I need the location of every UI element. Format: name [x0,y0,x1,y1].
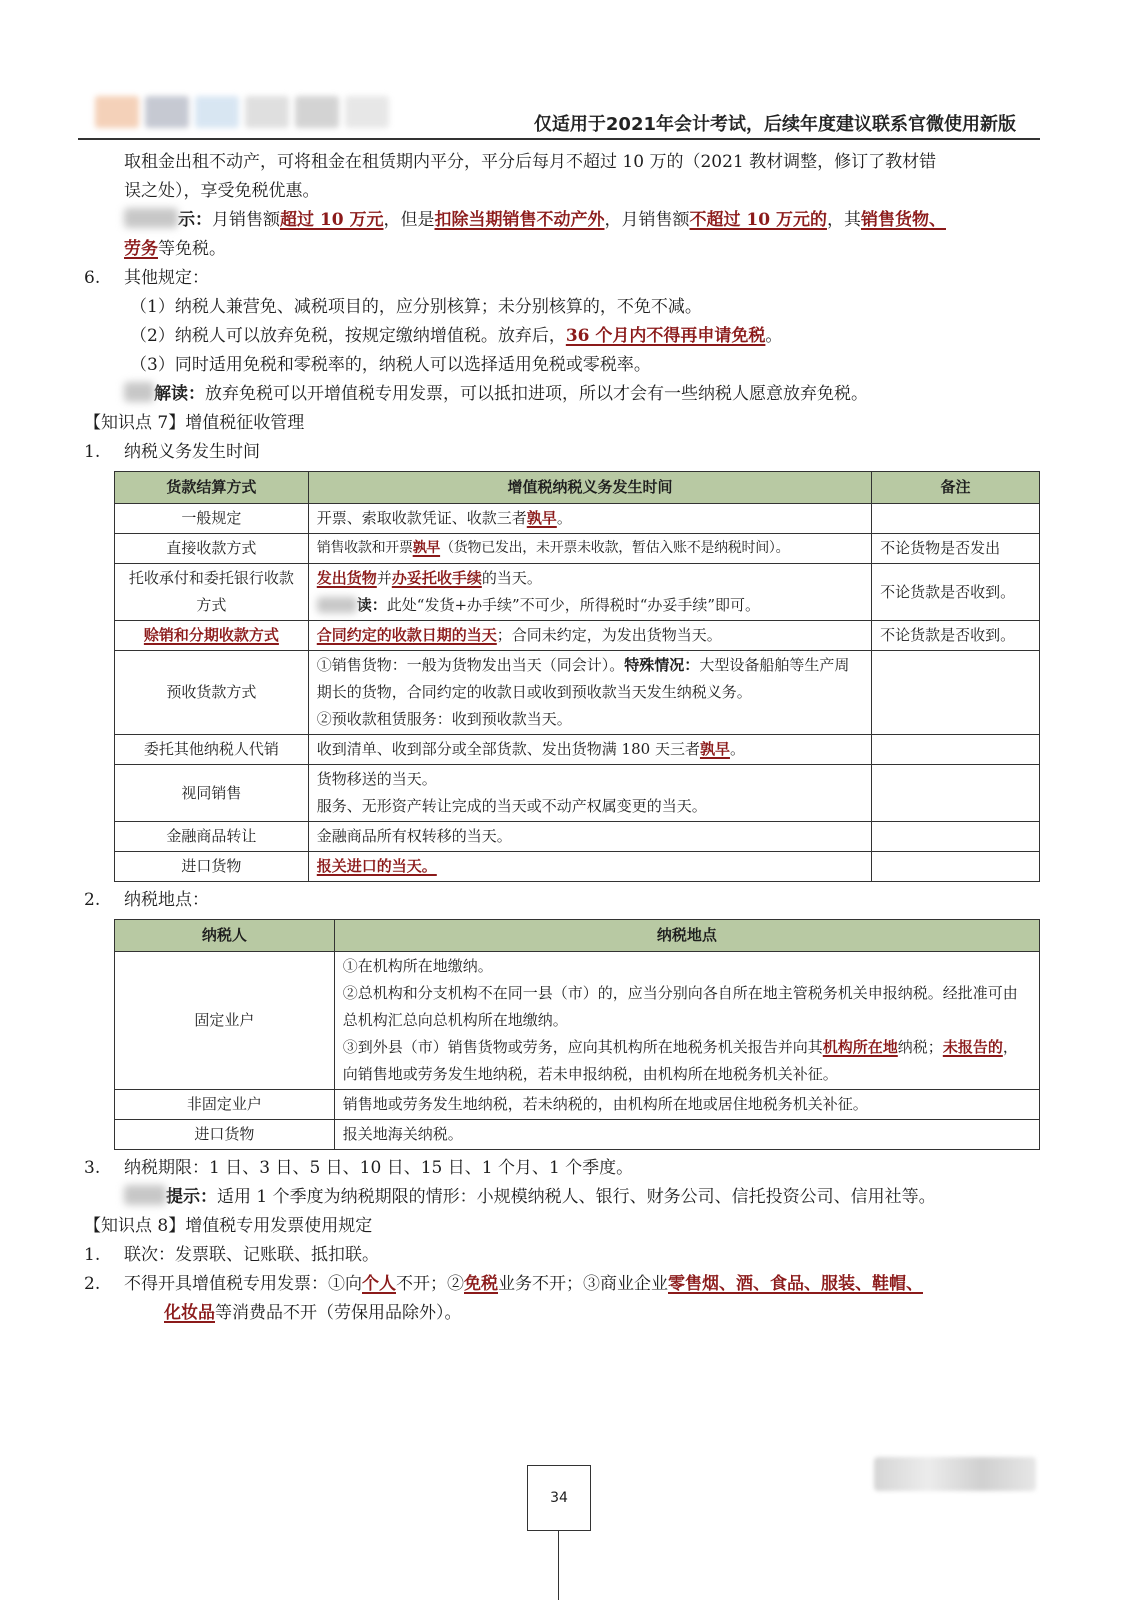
table-row: 赊销和分期收款方式 合同约定的收款日期的当天；合同未约定，为发出货物当天。 不论货款是否收到。 [115,621,1040,651]
table-header-row: 纳税人 纳税地点 [115,920,1040,952]
kp8-item-1: 1. 联次：发票联、记账联、抵扣联。 [84,1245,379,1265]
table-row: 进口货物 报关地海关纳税。 [115,1120,1040,1150]
tax-location-table [114,919,1040,1150]
table-row: 金融商品转让 金融商品所有权转移的当天。 [115,822,1040,852]
blurred-label [124,208,178,228]
blurred-logo [95,96,425,132]
table-row: 进口货物 报关进口的当天。 [115,852,1040,882]
paragraph-rent: 取租金出租不动产，可将租金在租赁期内平分，平分后每月不超过 10 万的（2021 教材调整，修订了教材错 误之处），享受免税优惠。 [124,152,937,201]
blurred-footer-mark [874,1457,1036,1491]
header-title: 仅适用于2021年会计考试，后续年度建议联系官微使用新版 [533,114,1016,135]
kp8-title: 【知识点 8】增值税专用发票使用规定 [84,1216,373,1236]
tip-monthly-sales: 示：月销售额超过 10 万元，但是扣除当期销售不动产外，月销售额不超过 10 万元的，其销售货物、 劳务等免税。 [124,210,946,259]
kp7-tip: 提示：适用 1 个季度为纳税期限的情形：小规模纳税人、银行、财务公司、信托投资公司、信用社等。 [84,1183,1044,1212]
item-6-title: 6. 其他规定： [84,268,209,288]
kp7-section-1-title: 1. 纳税义务发生时间 [84,442,260,462]
item-6-rule-3: （3）同时适用免税和零税率的，纳税人可以选择适用免税或零税率。 [130,355,651,375]
kp7-section-2-title: 2. 纳税地点： [84,890,209,910]
page-number: 34 [527,1465,591,1531]
kp8-item-2: 2. 不得开具增值税专用发票：①向个人不开；②免税业务不开；③商业企业零售烟、酒、食品、服装、鞋帽、 化妆品等消费品不开（劳保用品除外）。 [84,1274,923,1323]
item-6-rule-1: （1）纳税人兼营免、减税项目的，应分别核算；未分别核算的，不免不减。 [130,297,702,317]
table-row: 非固定业户 销售地或劳务发生地纳税，若未纳税的，由机构所在地或居住地税务机关补征。 [115,1090,1040,1120]
page-number-stem [558,1530,559,1600]
table-row: 预收货款方式 ①销售货物：一般为货物发出当天（同会计）。特殊情况：大型设备船舶等生产周期长的货物，合同约定的收款日或收到预收款当天发生纳税义务。 ②预收款租赁服务：收到预收款当天。 [115,651,1040,735]
table-row: 固定业户 ①在机构所在地缴纳。 ②总机构和分支机构不在同一县（市）的，应当分别向各自所在地主管税务机关申报纳税。经批准可由总机构汇总向总机构所在地缴纳。 ③到外县（市）销售货物或劳务，应向其机构所在地税务机关报告并向其机构所在地纳税；未报告的，向销售地或劳务发生地纳税，若未申报纳税，由机构所在地税务机关补征。 [115,952,1040,1090]
table-row: 委托其他纳税人代销 收到清单、收到部分或全部货款、发出货物满 180 天三者孰早。 [115,735,1040,765]
header-divider [78,138,1040,140]
tax-obligation-time-table [114,471,1040,882]
table-row: 视同销售 货物移送的当天。 服务、无形资产转让完成的当天或不动产权属变更的当天。 [115,765,1040,822]
table-row: 直接收款方式 销售收款和开票孰早（货物已发出，未开票未收款，暂估入账不是纳税时间）。 不论货物是否发出 [115,534,1040,564]
page-content [84,148,1044,1328]
table-row: 一般规定 开票、索取收款凭证、收款三者孰早。 [115,504,1040,534]
table-header-row: 货款结算方式 增值税纳税义务发生时间 备注 [115,472,1040,504]
item-6-reading: 解读：放弃免税可以开增值税专用发票，可以抵扣进项，所以才会有一些纳税人愿意放弃免税。 [84,380,1044,409]
kp7-title: 【知识点 7】增值税征收管理 [84,413,305,433]
table-row: 托收承付和委托银行收款方式 发出货物并办妥托收手续的当天。 读：此处“发货+办手续”不可少，所得税时“办妥手续”即可。 不论货款是否收到。 [115,564,1040,621]
item-6-rule-2: （2）纳税人可以放弃免税，按规定缴纳增值税。放弃后，36 个月内不得再申请免税。 [130,326,783,346]
kp7-section-3: 3. 纳税期限：1 日、3 日、5 日、10 日、15 日、1 个月、1 个季度。 [84,1158,634,1178]
